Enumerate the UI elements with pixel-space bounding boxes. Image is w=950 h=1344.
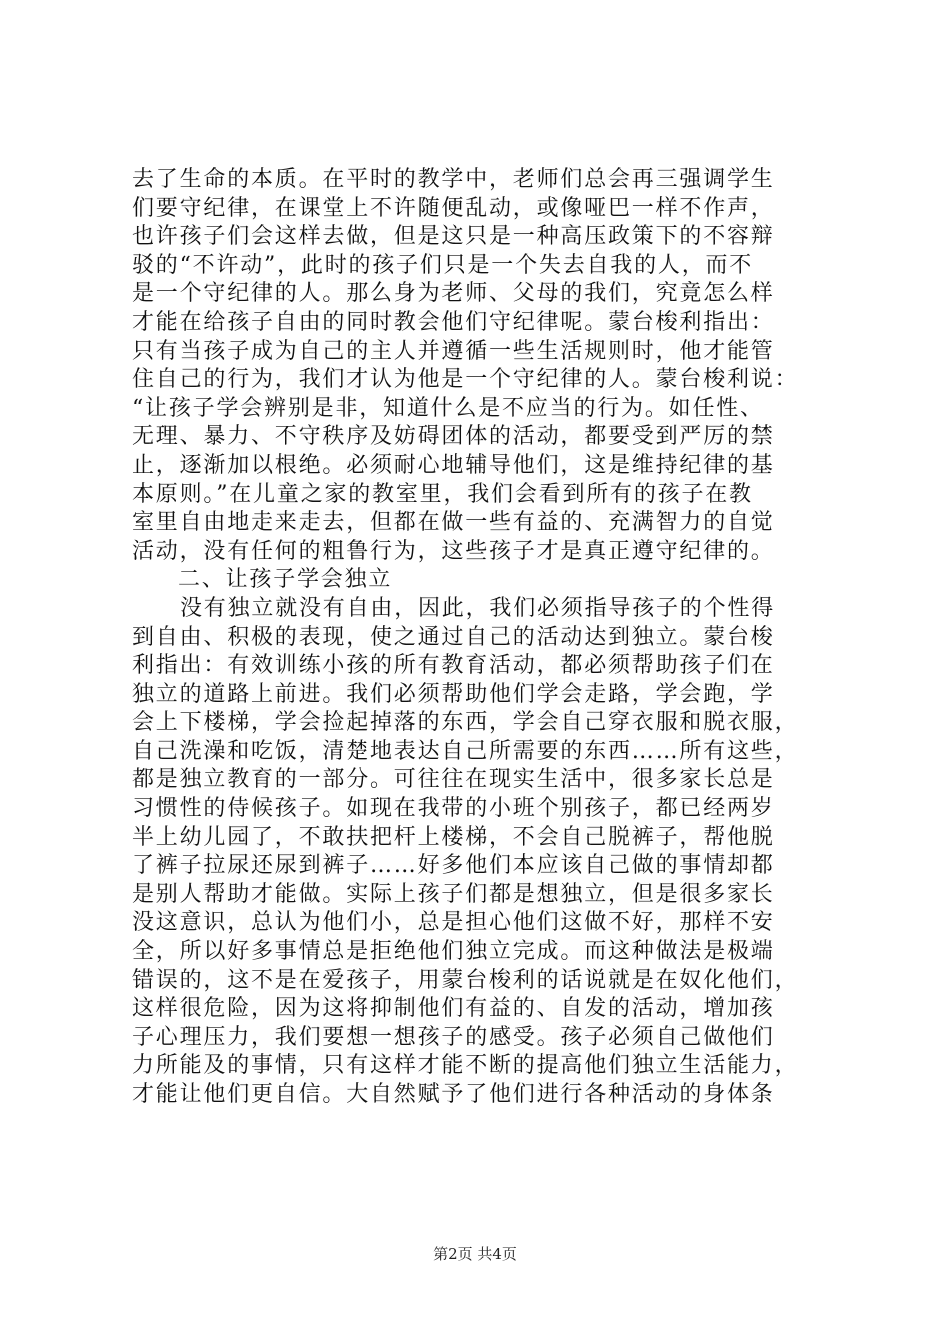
text-line: 自己洗澡和吃饭，清楚地表达自己所需要的东西……所有这些， bbox=[132, 738, 799, 764]
text-line: 室里自由地走来走去，但都在做一些有益的、充满智力的自觉 bbox=[132, 510, 775, 536]
text-line: 了裤子拉尿还尿到裤子……好多他们本应该自己做的事情却都 bbox=[132, 853, 775, 879]
text-line: 驳的“不许动”，此时的孩子们只是一个失去自我的人，而不 bbox=[132, 252, 754, 278]
text-line: 才能让他们更自信。大自然赋予了他们进行各种活动的身体条 bbox=[132, 1082, 775, 1107]
document-body bbox=[132, 166, 832, 1110]
text-line: 错误的，这不是在爱孩子，用蒙台梭利的话说就是在奴化他们， bbox=[132, 967, 799, 993]
text-line: 半上幼儿园了，不敢扶把杆上楼梯，不会自己脱裤子，帮他脱 bbox=[132, 824, 775, 850]
text-line: 住自己的行为，我们才认为他是一个守纪律的人。蒙台梭利说： bbox=[132, 367, 799, 393]
section-heading-independence: 二、让孩子学会独立 bbox=[178, 567, 393, 593]
text-line: 独立的道路上前进。我们必须帮助他们学会走路，学会跑，学 bbox=[132, 681, 775, 707]
text-line: 是别人帮助才能做。实际上孩子们都是想独立，但是很多家长 bbox=[132, 881, 775, 907]
text-line: 没这意识，总认为他们小，总是担心他们这做不好，那样不安 bbox=[132, 910, 775, 936]
text-line: 本原则。”在儿童之家的教室里，我们会看到所有的孩子在教 bbox=[132, 481, 753, 507]
text-line: 会上下楼梯，学会捡起掉落的东西，学会自己穿衣服和脱衣服， bbox=[132, 710, 799, 736]
text-line: 利指出：有效训练小孩的所有教育活动，都必须帮助孩子们在 bbox=[132, 653, 775, 679]
paragraph-discipline bbox=[132, 166, 832, 566]
text-line: 也许孩子们会这样去做，但是这只是一种高压政策下的不容辩 bbox=[132, 224, 775, 250]
text-line: 去了生命的本质。在平时的教学中，老师们总会再三强调学生 bbox=[132, 167, 775, 192]
page-number-footer: 第2页 共4页 bbox=[433, 1245, 517, 1263]
text-line: 是一个守纪律的人。那么身为老师、父母的我们，究竟怎么样 bbox=[132, 281, 775, 307]
text-line: 子心理压力，我们要想一想孩子的感受。孩子必须自己做他们 bbox=[132, 1024, 775, 1050]
text-line: 才能在给孩子自由的同时教会他们守纪律呢。蒙台梭利指出： bbox=[132, 309, 775, 335]
text-line: 只有当孩子成为自己的主人并遵循一些生活规则时，他才能管 bbox=[132, 338, 775, 364]
text-line: 全，所以好多事情总是拒绝他们独立完成。而这种做法是极端 bbox=[132, 939, 775, 965]
text-line: 们要守纪律，在课堂上不许随便乱动，或像哑巴一样不作声， bbox=[132, 195, 775, 221]
text-line: 都是独立教育的一部分。可往往在现实生活中，很多家长总是 bbox=[132, 767, 775, 793]
text-line: 无理、暴力、不守秩序及妨碍团体的活动，都要受到严厉的禁 bbox=[132, 424, 775, 450]
text-line: 没有独立就没有自由，因此，我们必须指导孩子的个性得 bbox=[180, 595, 776, 621]
text-line: 这样很危险，因为这将抑制他们有益的、自发的活动，增加孩 bbox=[132, 996, 775, 1022]
text-line: 活动，没有任何的粗鲁行为，这些孩子才是真正遵守纪律的。 bbox=[132, 538, 775, 564]
text-line: “让孩子学会辨别是非，知道什么是不应当的行为。如任性、 bbox=[132, 395, 764, 421]
text-line: 到自由、积极的表现，使之通过自己的活动达到独立。蒙台梭 bbox=[132, 624, 775, 650]
text-line: 力所能及的事情，只有这样才能不断的提高他们独立生活能力， bbox=[132, 1053, 799, 1079]
paragraph-independence bbox=[132, 595, 832, 1110]
text-line: 止，逐渐加以根绝。必须耐心地辅导他们，这是维持纪律的基 bbox=[132, 452, 775, 478]
text-line: 习惯性的侍候孩子。如现在我带的小班个别孩子，都已经两岁 bbox=[132, 796, 775, 822]
